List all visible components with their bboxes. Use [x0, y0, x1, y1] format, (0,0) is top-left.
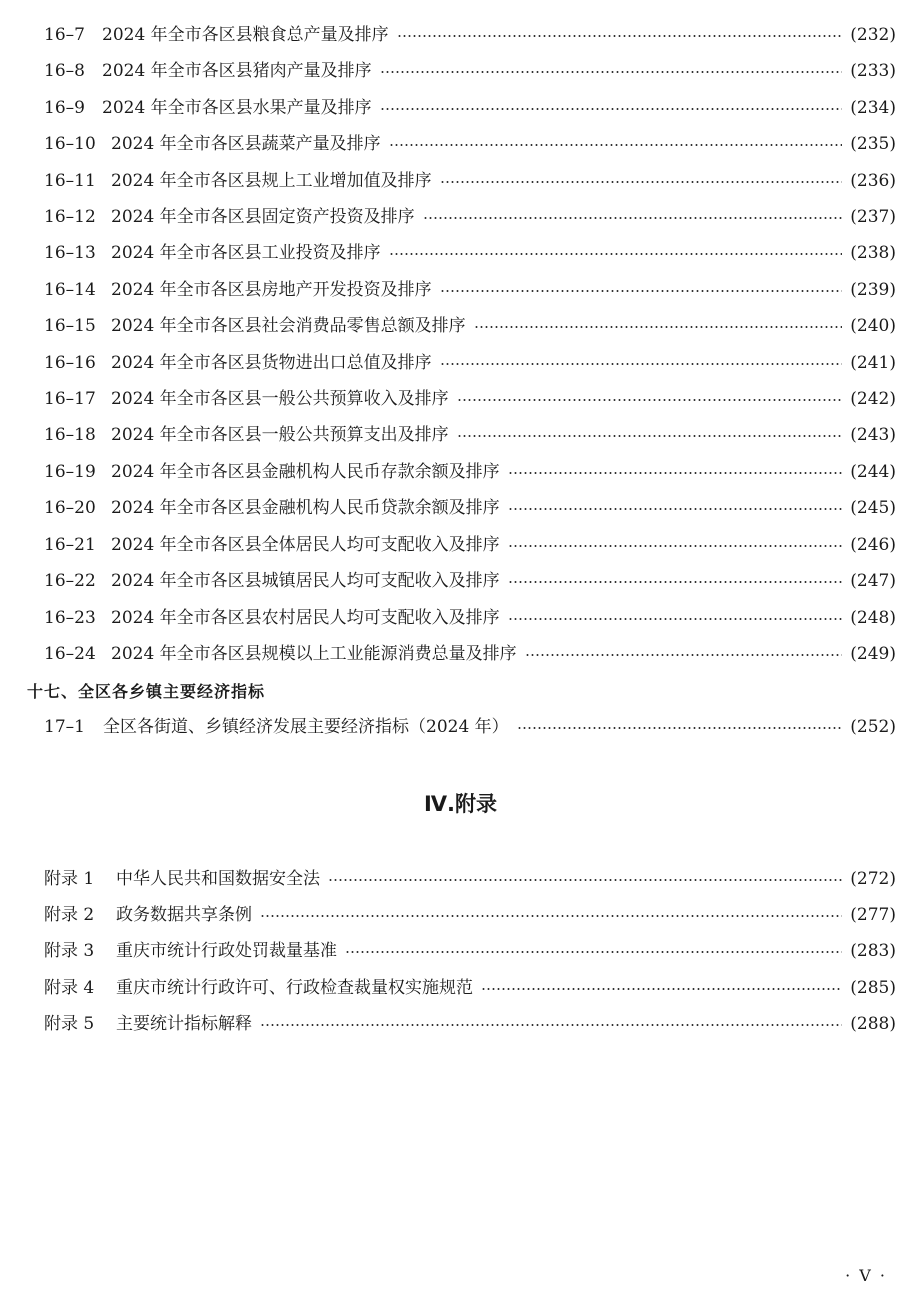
entry-page: (244) [850, 462, 896, 482]
entry-title: 2024 年全市各区县城镇居民人均可支配收入及排序 [111, 571, 500, 591]
entry-number: 16–8 [44, 61, 85, 81]
entry-number: 16–18 [44, 425, 96, 445]
entry-title: 2024 年全市各区县粮食总产量及排序 [102, 25, 389, 45]
entry-title: 2024 年全市各区县货物进出口总值及排序 [111, 353, 432, 373]
dot-leader [481, 988, 842, 990]
toc-entry[interactable] [44, 568, 896, 594]
entry-title: 2024 年全市各区县农村居民人均可支配收入及排序 [111, 608, 500, 628]
entry-number: 附录 2 [44, 905, 95, 925]
dot-leader [440, 290, 843, 292]
entry-title: 2024 年全市各区县水果产量及排序 [102, 98, 372, 118]
entry-title: 2024 年全市各区县蔬菜产量及排序 [111, 134, 381, 154]
entry-page: (234) [850, 98, 896, 118]
dot-leader [389, 144, 843, 146]
entry-number: 16–19 [44, 462, 96, 482]
toc-entry[interactable] [44, 714, 896, 740]
dot-leader [525, 654, 843, 656]
toc-entry[interactable] [44, 131, 896, 157]
entry-page: (277) [850, 905, 896, 925]
entry-number: 附录 5 [44, 1014, 95, 1034]
entry-number: 16–24 [44, 644, 96, 664]
toc-entry[interactable] [44, 313, 896, 339]
entry-number: 16–12 [44, 207, 96, 227]
dot-leader [345, 951, 842, 953]
entry-number: 16–14 [44, 280, 96, 300]
entry-page: (235) [850, 134, 896, 154]
entry-page: (240) [850, 316, 896, 336]
entry-title: 政务数据共享条例 [116, 905, 252, 925]
entry-title: 2024 年全市各区县金融机构人民币存款余额及排序 [111, 462, 500, 482]
entry-page: (233) [850, 61, 896, 81]
dot-leader [457, 399, 843, 401]
toc-entry[interactable] [44, 58, 896, 84]
entry-page: (238) [850, 243, 896, 263]
toc-entry[interactable] [44, 1011, 896, 1037]
entry-number: 附录 1 [44, 869, 95, 889]
dot-leader [440, 181, 843, 183]
dot-leader [260, 1024, 842, 1026]
toc-entry[interactable] [44, 168, 896, 194]
dot-leader [389, 253, 843, 255]
toc-entry[interactable] [44, 204, 896, 230]
entry-number: 附录 3 [44, 941, 95, 961]
entry-page: (252) [850, 717, 896, 737]
entry-number: 16–16 [44, 353, 96, 373]
dot-leader [474, 326, 843, 328]
dot-leader [380, 108, 843, 110]
dot-leader [508, 508, 843, 510]
dot-leader [260, 915, 842, 917]
entry-number: 16–20 [44, 498, 96, 518]
dot-leader [508, 472, 843, 474]
entry-title: 重庆市统计行政处罚裁量基准 [116, 941, 337, 961]
section-heading: 十七、全区各乡镇主要经济指标 [27, 682, 266, 701]
entry-page: (237) [850, 207, 896, 227]
toc-entry[interactable] [44, 22, 896, 48]
dot-leader [508, 618, 843, 620]
dot-leader [457, 435, 843, 437]
toc-entry[interactable] [44, 866, 896, 892]
entry-number: 16–21 [44, 535, 96, 555]
dot-leader [328, 879, 842, 881]
dot-leader [397, 35, 843, 37]
entry-number: 17–1 [44, 717, 85, 737]
entry-number: 16–11 [44, 171, 96, 191]
entry-page: (272) [850, 869, 896, 889]
entry-number: 16–22 [44, 571, 96, 591]
entry-number: 16–23 [44, 608, 96, 628]
entry-title: 2024 年全市各区县全体居民人均可支配收入及排序 [111, 535, 500, 555]
entry-title: 全区各街道、乡镇经济发展主要经济指标（2024 年） [103, 717, 509, 737]
toc-entry[interactable] [44, 95, 896, 121]
entry-number: 16–9 [44, 98, 85, 118]
entry-title: 2024 年全市各区县社会消费品零售总额及排序 [111, 316, 466, 336]
toc-entry[interactable] [44, 938, 896, 964]
dot-leader [517, 727, 843, 729]
toc-entry[interactable] [44, 495, 896, 521]
dot-leader [380, 71, 843, 73]
entry-page: (246) [850, 535, 896, 555]
entry-title: 2024 年全市各区县固定资产投资及排序 [111, 207, 415, 227]
toc-entry[interactable] [44, 902, 896, 928]
entry-title: 2024 年全市各区县规模以上工业能源消费总量及排序 [111, 644, 517, 664]
page-number: · V · [845, 1266, 887, 1285]
entry-number: 16–7 [44, 25, 85, 45]
entry-page: (288) [850, 1014, 896, 1034]
entry-number: 16–13 [44, 243, 96, 263]
entry-title: 中华人民共和国数据安全法 [116, 869, 320, 889]
entry-page: (242) [850, 389, 896, 409]
entry-page: (236) [850, 171, 896, 191]
entry-page: (241) [850, 353, 896, 373]
dot-leader [423, 217, 843, 219]
entry-title: 2024 年全市各区县猪肉产量及排序 [102, 61, 372, 81]
entry-page: (232) [850, 25, 896, 45]
toc-entry[interactable] [44, 605, 896, 631]
entry-number: 附录 4 [44, 978, 95, 998]
entry-title: 主要统计指标解释 [116, 1014, 252, 1034]
entry-page: (239) [850, 280, 896, 300]
dot-leader [440, 363, 843, 365]
toc-entry[interactable] [44, 277, 896, 303]
toc-entry[interactable] [44, 240, 896, 266]
entry-title: 2024 年全市各区县一般公共预算收入及排序 [111, 389, 449, 409]
entry-title: 2024 年全市各区县规上工业增加值及排序 [111, 171, 432, 191]
toc-entry[interactable] [44, 532, 896, 558]
entry-page: (247) [850, 571, 896, 591]
toc-entry[interactable] [44, 422, 896, 448]
entry-page: (249) [850, 644, 896, 664]
toc-entry[interactable] [44, 459, 896, 485]
toc-entry[interactable] [44, 641, 896, 667]
entry-title: 2024 年全市各区县工业投资及排序 [111, 243, 381, 263]
entry-title: 2024 年全市各区县一般公共预算支出及排序 [111, 425, 449, 445]
dot-leader [508, 581, 843, 583]
entry-page: (283) [850, 941, 896, 961]
entry-page: (243) [850, 425, 896, 445]
entry-number: 16–15 [44, 316, 96, 336]
entry-title: 2024 年全市各区县房地产开发投资及排序 [111, 280, 432, 300]
entry-number: 16–17 [44, 389, 96, 409]
entry-title: 重庆市统计行政许可、行政检查裁量权实施规范 [116, 978, 473, 998]
toc-entry[interactable] [44, 975, 896, 1001]
entry-page: (285) [850, 978, 896, 998]
entry-title: 2024 年全市各区县金融机构人民币贷款余额及排序 [111, 498, 500, 518]
entry-page: (248) [850, 608, 896, 628]
entry-number: 16–10 [44, 134, 96, 154]
part-title: Ⅳ.附录 [423, 792, 498, 816]
toc-entry[interactable] [44, 350, 896, 376]
entry-page: (245) [850, 498, 896, 518]
toc-entry[interactable] [44, 386, 896, 412]
dot-leader [508, 545, 843, 547]
